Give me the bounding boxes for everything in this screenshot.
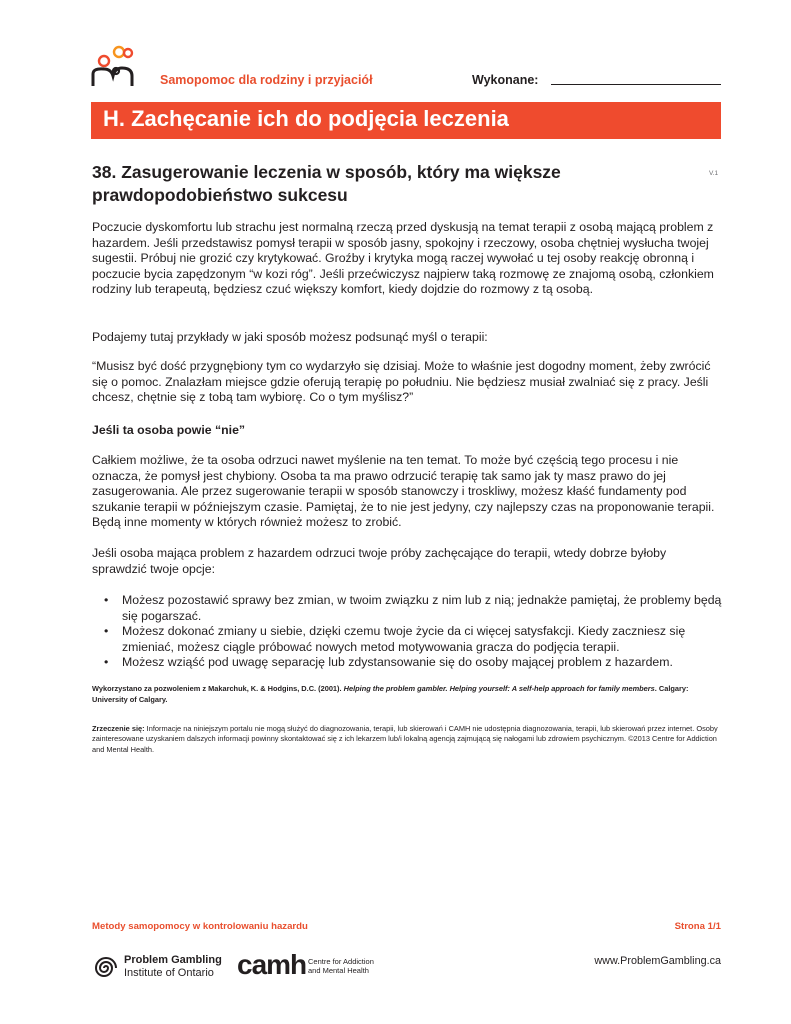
camh-logo: camh — [237, 949, 307, 980]
credit-suffix: . Calgary: University of Calgary. — [92, 684, 689, 704]
paragraph-options-intro: Jeśli osoba mająca problem z hazardem odrzuci twoje próby zachęcające do terapii, wtedy dobrze byłoby sprawdzić twoje opcje: — [92, 546, 667, 576]
list-item-text: Możesz pozostawić sprawy bez zmian, w twoim związku z nim lub z nią; jednakże pamiętaj, że problemy będą się pogarszać. — [122, 593, 722, 623]
pgio-line-2: Institute of Ontario — [124, 967, 214, 979]
banner-title: H. Zachęcanie ich do podjęcia leczenia — [103, 106, 509, 131]
bullet-icon: • — [104, 655, 109, 670]
disclaimer — [92, 724, 722, 755]
footer-page-number: Strona 1/1 — [674, 921, 721, 932]
footer-series-title: Metody samopomocy w kontrolowaniu hazardu — [92, 921, 308, 932]
paragraph-examples-intro: Podajemy tutaj przykłady w jaki sposób możesz podsunąć myśl o terapii: — [92, 330, 488, 344]
list-item — [104, 655, 722, 671]
credit-title: Helping the problem gambler. Helping yourself: A self-help approach for family members — [343, 684, 655, 693]
list-item-text: Możesz wziąść pod uwagę separację lub zdystansowanie się do osoby mającej problem z hazardem. — [122, 655, 673, 670]
paragraph-example-quote: “Musisz być dość przygnębiony tym co wydarzyło się dzisiaj. Może to właśnie jest dogodny moment, żeby zwrócić się o pomoc. Znalazłam miejsce gdzie oferują terapię po południu. Nie będziesz musiał zwalniać się z pracy. Jeśli chcesz, chętnie się z tobą tam wybiorę. Co o tym myślisz?” — [92, 359, 711, 405]
list-item-text: Możesz dokonać zmiany u siebie, dzięki czemu twoje życie da ci więcej satysfakcji. Kiedy zaczniesz się zmieniać, możesz ciągle próbować nowych metod motywowania gracza do podjęcia terapii. — [122, 624, 686, 654]
bullet-icon: • — [104, 624, 109, 639]
section-title: 38. Zasugerowanie leczenia w sposób, który ma większe prawdopodobieństwo sukcesu — [92, 162, 561, 205]
completed-line — [551, 84, 721, 85]
bullet-icon: • — [104, 593, 109, 607]
disclaimer-label: Zrzeczenie się: — [92, 724, 145, 733]
pgio-spiral-icon — [92, 954, 120, 982]
website-link[interactable]: www.ProblemGambling.ca — [594, 955, 721, 967]
paragraph-if-no: Całkiem możliwe, że ta osoba odrzuci nawet myślenie na ten temat. To może być częścią tego procesu i nie oznacza, że pomysł jest chybiony. Osoba ta ma prawo odrzucić terapię tak samo jak ty masz prawo do jej zasugerowania. Ale przez sugerowanie terapii w sposób stanowczy i troskliwy, możesz kłaść fundamenty pod szukanie terapii w późniejszym czasie. Pamiętaj, że to nie jest jedyny, czy najlepszy czas na proponowanie terapii. Będą inne momenty w których również możesz to zrobić. — [92, 453, 715, 530]
header-subtitle: Samopomoc dla rodziny i przyjaciół — [160, 73, 373, 87]
camh-logo-text — [308, 957, 374, 975]
pgio-logo-text — [124, 954, 222, 980]
paragraph-intro: Poczucie dyskomfortu lub strachu jest normalną rzeczą przed dyskusją na temat terapii z osobą mającą problem z hazardem. Jeśli przedstawisz pomysł terapii w sposób jasny, spokojny i rzeczowy, osoba chętniej wysłucha twojej sugestii. Próbuj nie grozić czy krytykować. Groźby i krytyka mogą raczej wywołać u tej osoby reakcję obronną i poczucie bycia zapędzonym “w kozi róg”. Jeśli przećwiczysz najpierw taką rozmowę ze znajomą osobą, członkiem rodziny lub terapeutą, będziesz czuć większy komfort, kiedy dojdzie do rozmowy z tą osobą. — [92, 220, 714, 297]
list-item — [104, 624, 722, 655]
source-credit — [92, 684, 722, 705]
list-item — [104, 593, 722, 624]
options-list — [104, 593, 722, 671]
version-label: V.1 — [709, 170, 719, 177]
section-banner — [91, 102, 721, 139]
family-logo-icon — [90, 44, 136, 88]
subheading-if-no: Jeśli ta osoba powie “nie” — [92, 423, 246, 437]
disclaimer-text: Informacje na niniejszym portalu nie mogą służyć do diagnozowania, terapii, lub skierowań i CAMH nie udostępnia diagnozowania, terapii, lub skierowań przez internet. Osoby zainteresowane uzyskaniem dalszych informacji powinny skontaktować się z ich lekarzem lub/i lokalną agencją zajmującą się nałogami lub zdrowiem psychicznym. ©2013 Centre for Addiction and Mental Health. — [92, 724, 718, 754]
camh-line-1: Centre for Addiction — [308, 957, 374, 966]
completed-label: Wykonane: — [472, 73, 539, 87]
pgio-line-1: Problem Gambling — [124, 954, 222, 966]
camh-line-2: and Mental Health — [308, 966, 369, 975]
credit-prefix: Wykorzystano za pozwoleniem z Makarchuk, K. & Hodgins, D.C. (2001). — [92, 684, 342, 693]
